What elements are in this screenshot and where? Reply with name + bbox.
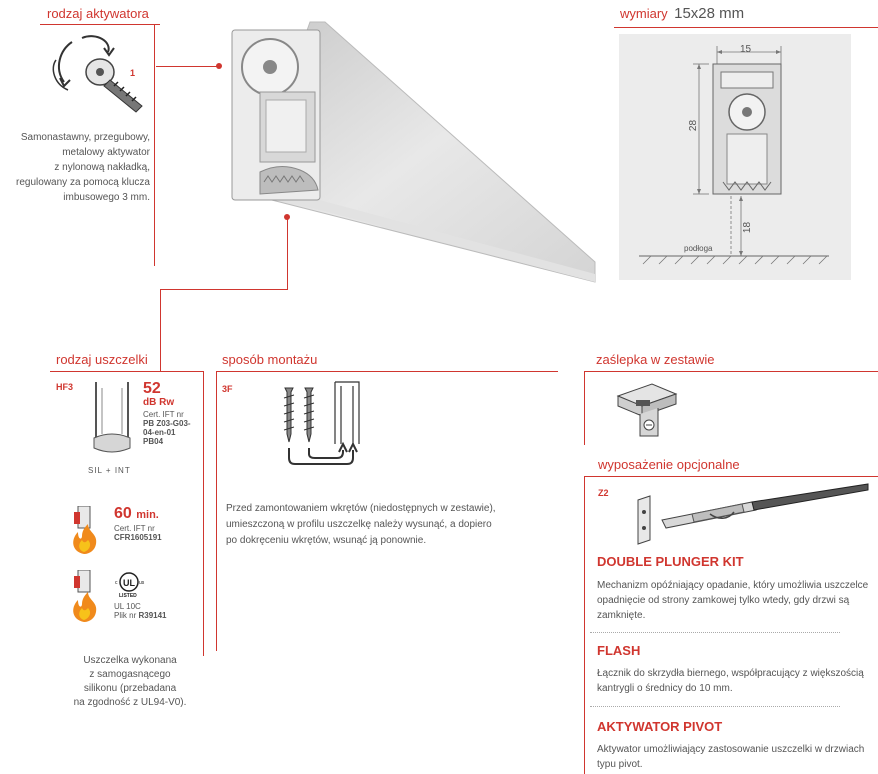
optional-vertical-line <box>584 476 585 774</box>
cap-section-title: zaślepka w zestawie <box>596 352 715 367</box>
optional-section-title: wyposażenie opcjonalne <box>598 457 740 472</box>
dims-floor-label: podłoga <box>684 244 713 253</box>
mount-vertical-line <box>216 371 217 651</box>
seal-cross-section-icon <box>88 378 136 458</box>
actuator-section-title: rodzaj aktywatora <box>47 6 149 21</box>
seal-pointer-line-down <box>160 289 161 371</box>
actuator-pointer-line <box>156 66 218 67</box>
seal-code: HF3 <box>56 382 74 392</box>
optional-item-description: Mechanizm opóźniający opadanie, który umożliwia uszczelce opadnięcie od strony zamkowej tylko wtedy, gdy drzwi są zamknięte. <box>597 580 869 621</box>
optional-code: Z2 <box>598 488 609 498</box>
svg-text:c: c <box>115 580 118 586</box>
seal-pointer-line-h <box>160 289 288 290</box>
seal-fire-cert: Cert. IFT nr CFR1605191 <box>114 524 162 542</box>
dims-width-label: 15 <box>740 44 752 55</box>
dims-drawing <box>619 34 851 280</box>
actuator-vertical-line <box>154 24 155 266</box>
seal-pointer-dot <box>284 214 290 220</box>
optional-item-name: FLASH <box>597 643 641 658</box>
seal-vertical-line <box>203 371 204 656</box>
fire-ul-icon <box>68 570 102 622</box>
dims-title-underline <box>614 27 878 28</box>
fire-60-icon <box>68 506 102 554</box>
optional-item-description: Łącznik do skrzydła biernego, współpracujący z większością kantrygli o średnicy do 10 mm. <box>597 668 864 694</box>
optional-divider <box>590 706 840 707</box>
seal-db-value: 52 dB Rw <box>143 380 175 408</box>
seal-type-label: SIL + INT <box>88 466 131 475</box>
seal-db-cert: Cert. IFT nr PB Z03-G03- 04-en-01 PB04 <box>143 410 191 446</box>
svg-text:us: us <box>139 580 145 586</box>
seal-ul-cert: UL 10C Plik nr R39141 <box>114 602 167 620</box>
svg-text:UL: UL <box>123 578 135 588</box>
actuator-title-underline <box>40 24 160 25</box>
mount-code: 3F <box>222 384 233 394</box>
optional-item-name: AKTYWATOR PIVOT <box>597 719 723 734</box>
optional-divider <box>590 632 840 633</box>
ul-logo-caption: LISTED <box>119 593 137 599</box>
dims-gap-label: 18 <box>742 221 754 234</box>
dims-title: wymiary 15x28 mm <box>620 5 745 22</box>
double-plunger-kit-icon <box>632 480 872 546</box>
cap-vertical-line <box>584 371 585 445</box>
dims-height-label: 28 <box>688 119 700 132</box>
seal-section-title: rodzaj uszczelki <box>56 352 148 367</box>
seal-title-underline <box>50 371 204 372</box>
screw-mounting-icon <box>275 378 375 470</box>
actuator-number: 1 <box>130 68 136 78</box>
mount-title-underline <box>216 371 558 372</box>
cap-title-underline <box>584 371 878 372</box>
seal-profile-image <box>220 12 605 284</box>
actuator-description: Samonastawny, przegubowy, metalowy aktywator z nylonową nakładką, regulowany za pomocą klucza imbusowego 3 mm. <box>16 132 150 203</box>
seal-pointer-line-v <box>287 218 288 290</box>
optional-item-name: DOUBLE PLUNGER KIT <box>597 554 744 569</box>
end-cap-icon <box>612 378 682 442</box>
actuator-bolt-icon <box>42 30 152 115</box>
optional-item-description: Aktywator umożliwiający zastosowanie uszczelki w drzwiach typu pivot. <box>597 744 865 770</box>
seal-fire-value: 60 min. <box>114 505 159 522</box>
mount-section-title: sposób montażu <box>222 352 318 367</box>
seal-description: Uszczelka wykonana z samogasnącego silikonu (przebadana na zgodność z UL94-V0). <box>73 655 187 708</box>
optional-title-underline <box>584 476 878 477</box>
mount-description: Przed zamontowaniem wkrętów (niedostępnych w zestawie), umieszczoną w profilu uszczelkę należy wysunąć, a dopiero po dokręceniu wkrętów, wsunąć ją ponownie. <box>226 503 496 546</box>
